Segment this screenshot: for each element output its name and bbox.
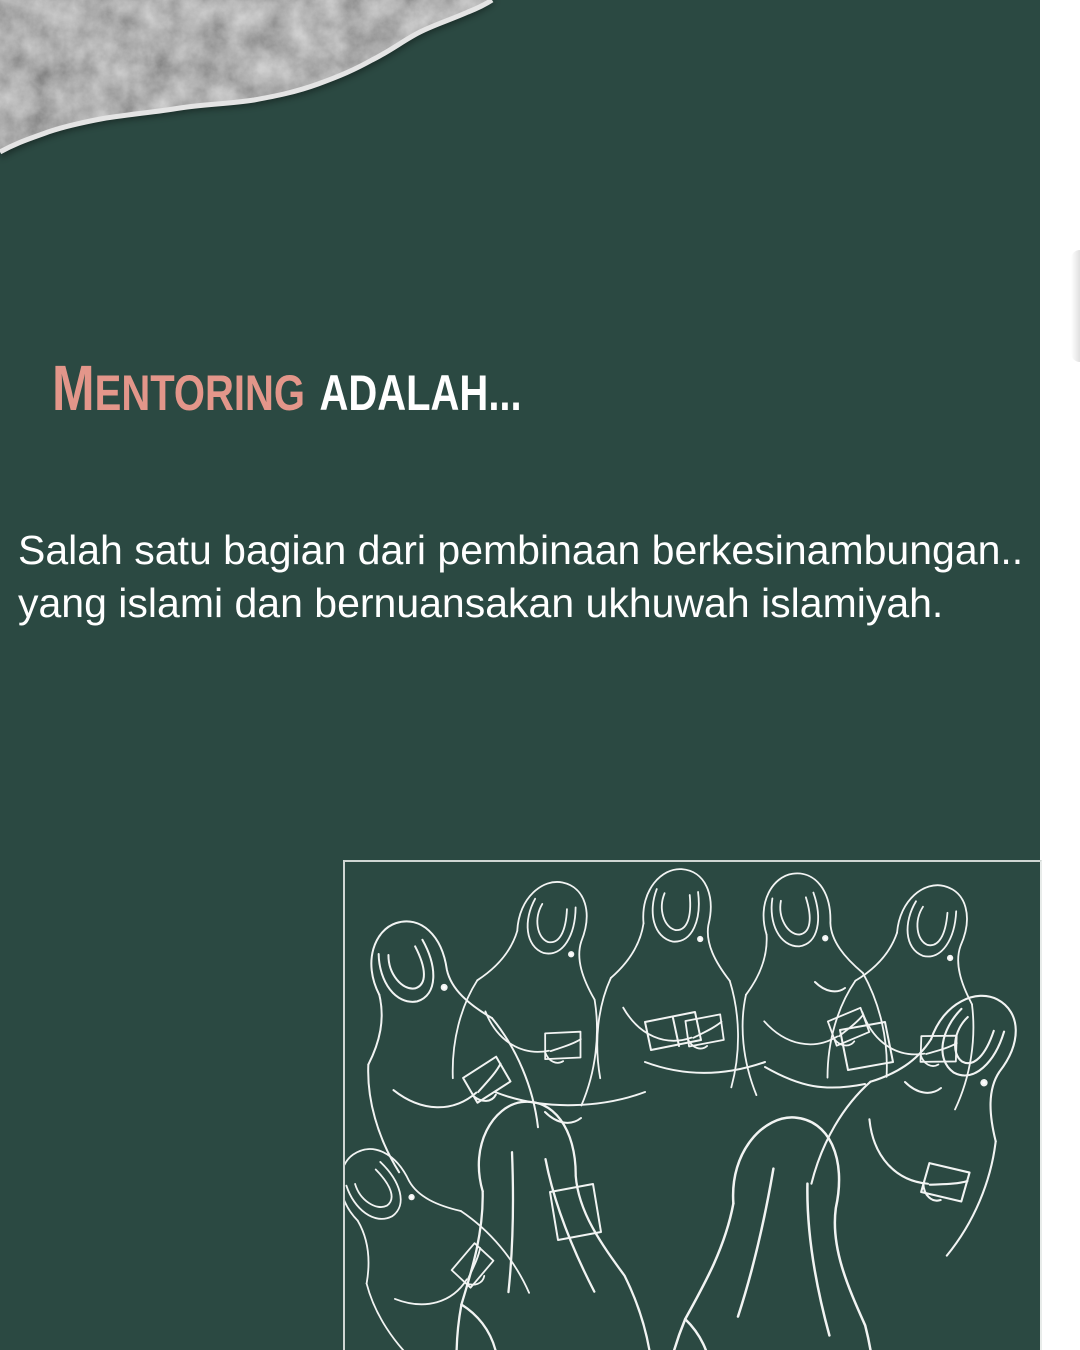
title-rest: ADALAH... xyxy=(319,365,522,421)
body-line-1: Salah satu bagian dari pembinaan berkesinambungan.. xyxy=(18,527,1024,573)
title-highlight: MENTORING xyxy=(52,352,306,424)
figure-top-3 xyxy=(721,864,890,1096)
page-edge-shadow xyxy=(1071,250,1080,362)
body-line-2: yang islami dan bernuansakan ukhuwah islamiyah. xyxy=(18,580,944,626)
study-circle-illustration-icon xyxy=(345,862,1042,1350)
book-bottom xyxy=(550,1184,601,1240)
body-paragraph xyxy=(18,524,1023,630)
book-center xyxy=(645,1012,701,1050)
illustration-frame xyxy=(343,860,1042,1350)
figure-top-4 xyxy=(822,868,1010,1110)
torn-paper-icon xyxy=(0,0,520,180)
lap-lines xyxy=(495,1062,865,1105)
figure-bottom-left xyxy=(345,1115,532,1350)
figure-back-center xyxy=(662,1110,895,1350)
page-title xyxy=(52,352,522,424)
figure-top-2 xyxy=(594,864,749,1088)
figure-right xyxy=(806,960,1042,1258)
figure-left xyxy=(345,900,542,1175)
figure-back-left xyxy=(420,1089,653,1350)
